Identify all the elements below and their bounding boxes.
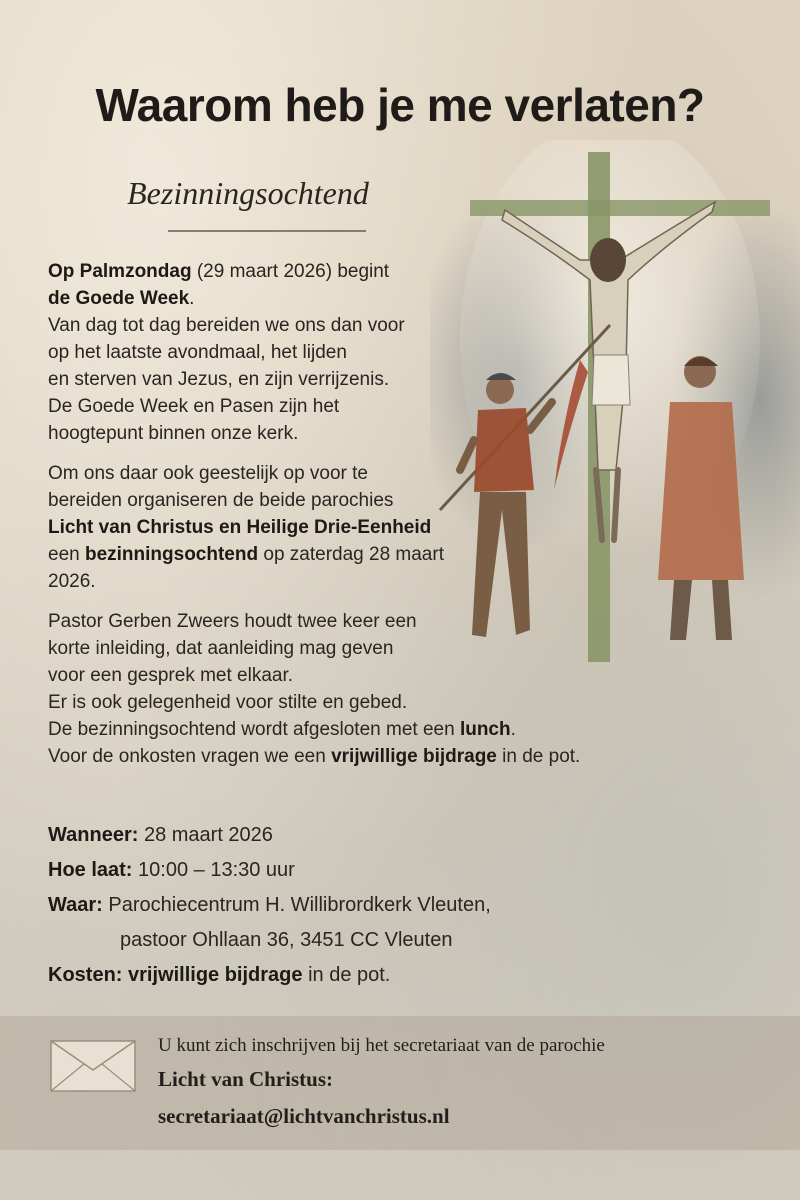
detail-where [48,888,768,923]
text-line: Pastor Gerben Zweers houdt twee keer een [48,611,417,632]
text-span: Voor de onkosten vragen we een [48,746,332,767]
parish-name: Licht van Christus: [158,1067,334,1091]
registration-info [158,1031,778,1135]
text-span: De bezinningsochtend wordt afgesloten met een [48,719,460,740]
registration-text: U kunt zich inschrijven bij het secretariaat van de parochie [158,1035,605,1056]
cost-value-bold: vrijwillige bijdrage [128,964,303,986]
envelope-icon [50,1040,136,1092]
detail-time [48,853,768,888]
parishes-label: Licht van Christus en Heilige Drie-Eenheid [48,517,432,538]
event-label: bezinningsochtend [84,544,259,565]
detail-cost [48,958,768,993]
time-value: 10:00 – 13:30 uur [138,859,295,881]
lunch-label: lunch [459,719,511,740]
when-label: Wanneer: [48,824,139,846]
contact-email[interactable]: secretariaat@lichtvanchristus.nl [158,1104,450,1128]
cost-label: Kosten: [48,964,123,986]
text-span: . [189,288,195,309]
where-value-line2: pastoor Ohllaan 36, 3451 CC Vleuten [120,929,453,951]
title-divider [168,230,366,232]
where-label: Waar: [48,894,103,916]
text-line: De Goede Week en Pasen zijn het [48,396,340,417]
text-line: Van dag tot dag bereiden we ons dan voor [48,315,405,336]
intro-paragraph-2 [48,460,608,595]
text-line: op het laatste avondmaal, het lijden [48,342,347,363]
holy-week-label: de Goede Week [48,288,190,309]
text-line: voor een gesprek met elkaar. [48,665,294,686]
text-line: Er is ook gelegenheid voor stilte en gebed. [48,692,408,713]
where-value-line1: Parochiecentrum H. Willibrordkerk Vleuten, [108,894,491,916]
page-title: Waarom heb je me verlaten? [95,79,705,131]
text-line: korte inleiding, dat aanleiding mag geven [48,638,394,659]
event-details [48,818,768,993]
intro-paragraph-1 [48,258,608,447]
text-span: in de pot. [496,746,581,767]
page-subtitle: Bezinningsochtend [127,175,369,211]
text-span: op zaterdag 28 maart [258,544,444,565]
time-label: Hoe laat: [48,859,133,881]
detail-when [48,818,768,853]
detail-where-cont [48,923,768,958]
text-line: Om ons daar ook geestelijk op voor te [48,463,369,484]
text-span: (29 maart 2026) begint [191,261,390,282]
text-line: hoogtepunt binnen onze kerk. [48,423,299,444]
contribution-label: vrijwillige bijdrage [331,746,497,767]
palm-sunday-label: Op Palmzondag [48,261,192,282]
intro-text [48,258,608,783]
when-value: 28 maart 2026 [143,824,273,846]
text-line: 2026. [48,571,96,592]
cost-value-text: in de pot. [302,964,391,986]
text-line: bereiden organiseren de beide parochies [48,490,394,511]
text-span: een [48,544,85,565]
text-line: en sterven van Jezus, en zijn verrijzenis. [48,369,390,390]
text-span: . [510,719,516,740]
intro-paragraph-3 [48,608,608,770]
